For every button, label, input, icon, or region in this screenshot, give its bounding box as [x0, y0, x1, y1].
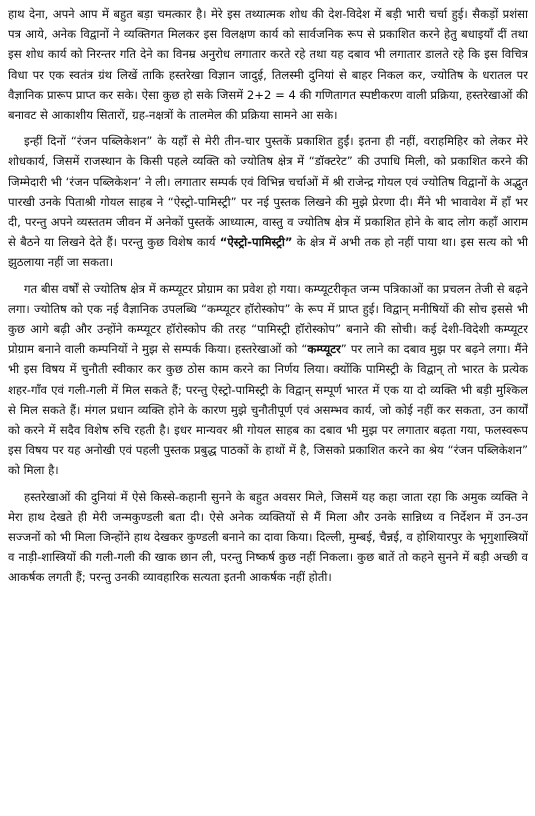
- paragraph-2-text-a: इन्हीं दिनों “रंजन पब्लिकेशन” के यहाँ से मेरी तीन-चार पुस्तकें प्रकाशित हुईं। इतना ही नहीं, वराहमिहिर को लेकर मेरे शोधकार्य, जिसमें राजस्थान के किसी पहले व्यक्ति को ज्योतिष क्षेत्र में “डॉक्टरेट” की उपाधि मिली, को प्रकाशित करने की जिम्मेदारी भी ‘रंजन पब्लिकेशन’ ने ली। लगातार सम्पर्क एवं विभिन्न चर्चाओं में श्री राजेन्द्र गोयल एवं ज्योतिष विद्वानों के अद्भुत पारखी उनके पिताश्री गोयल साहब ने “ऐस्ट्रो-पामिस्ट्री” पर नई पुस्तक लिखने की मुझे प्रेरणा दी। मैंने भी भावावेश में हाँ भर दी, परन्तु अपने व्यस्ततम जीवन में अनेकों पुस्तकें आध्यात्म, वास्तु व ज्योतिष क्षेत्र में प्रकाशित होने के बाद लोग कहाँ आराम से बैठने या लिखने देते हैं। परन्तु कुछ विशेष कार्य: [8, 134, 528, 250]
- paragraph-2: [8, 131, 528, 272]
- paragraph-4: [8, 487, 528, 588]
- book-page: [8, 4, 528, 812]
- astro-palmistry-term: “ऐस्ट्रो-पामिस्ट्री”: [219, 235, 293, 250]
- paragraph-3: [8, 279, 528, 481]
- paragraph-2-text-b: के क्षेत्र में अभी तक हो नहीं पाया था। इस सत्य को भी झुठलाया नहीं जा सकता।: [8, 235, 528, 270]
- paragraph-1-text: हाथ देना, अपने आप में बहुत बड़ा चमत्कार है। मेरे इस तथ्यात्मक शोध की देश-विदेश में बड़ी भारी चर्चा हुई। सैकड़ों प्रशंसा पत्र आये, अनेक विद्वानों ने व्यक्तिगत मिलकर इस विलक्षण कार्य को सार्वजनिक रूप से प्रकाशित करने हेतु बधाइयाँ दीं तथा इस शोध कार्य को निरन्तर गति देने का विनम्र अनुरोध लगातार करते रहे तथा यह दबाव भी लगातार डालते रहे कि इस विचित्र विधा पर एक स्वतंत्र ग्रंथ लिखें ताकि हस्तरेखा विज्ञान जादुई, तिलस्मी दुनियां से बाहर निकल कर, ज्योतिष के धरातल पर वैज्ञानिक प्रारूप प्राप्त कर सके। ऐसा कुछ हो सके जिसमें 2+2 = 4 की गणितागत स्पष्टीकरण वाली प्रक्रिया, हस्तरेखाओं की बनावट से आकाशीय सितारों, ग्रह-नक्षत्रों के तालमेल की प्रक्रिया सामने आ सके।: [8, 7, 528, 123]
- computer-term: कम्प्यूटर: [307, 342, 341, 357]
- paragraph-1: [8, 4, 528, 125]
- paragraph-3-text-b: ” पर लाने का दबाव मुझ पर बढ़ने लगा। मैंने भी इस विषय में चुनौती स्वीकार कर कुछ ठोस काम करने का निर्णय लिया। क्योंकि पामिस्ट्री के विद्वान् तो भारत के प्रत्येक शहर-गाँव एवं गली-गली में मिल सकते हैं; परन्तु ऐस्ट्रो-पामिस्ट्री के विद्वान् सम्पूर्ण भारत में एक या दो व्यक्ति भी बड़ी मुश्किल से मिल सकते हैं। मंगल प्रधान व्यक्ति होने के कारण मुझे चुनौतीपूर्ण एवं असम्भव कार्य, जो कोई नहीं कर सकता, उन कार्यों को करने में सदैव विशेष रुचि रहती है। इधर मान्यवर श्री गोयल साहब का दबाव भी मुझ पर लगातार बढ़ता गया, फलस्वरूप इस विषय पर यह अनोखी एवं पहली पुस्तक प्रबुद्ध पाठकों के हाथों में है, जिसको प्रकाशित करने का श्रेय “रंजन पब्लिकेशन” को मिला है।: [8, 342, 528, 478]
- paragraph-4-text: हस्तरेखाओं की दुनियां में ऐसे किस्से-कहानी सुनने के बहुत अवसर मिले, जिसमें यह कहा जाता रहा कि अमुक व्यक्ति ने मेरा हाथ देखते ही मेरी जन्मकुण्डली बता दी। ऐसे अनेक व्यक्तियों से मैं मिला और उनके सान्निध्य व निर्देशन में उन-उन सज्जनों को भी मिला जिन्होंने हाथ देखकर कुण्डली बनाने का दावा किया। दिल्ली, मुम्बई, चैन्नई, व होशियारपुर के भृगुशास्त्रियों व नाड़ी-शास्त्रियों की गली-गली की खाक छान ली, परन्तु निष्कर्ष कुछ नहीं निकला। कुछ बातें तो कहने सुनने में बड़ी अच्छी व आकर्षक लगती हैं; परन्तु उनकी व्यावहारिक सत्यता इतनी आकर्षक नहीं होती।: [8, 489, 528, 585]
- paragraph-3-text-a: गत बीस वर्षों से ज्योतिष क्षेत्र में कम्प्यूटर प्रोग्राम का प्रवेश हो गया। कम्प्यूटरीकृत जन्म पत्रिकाओं का प्रचलन तेजी से बढ़ने लगा। ज्योतिष को एक नई वैज्ञानिक उपलब्धि “कम्प्यूटर हॉरोस्कोप” के रूप में प्राप्त हुई। विद्वान् मनीषियों की सोच इससे भी कुछ आगे बढ़ी और उन्होंने कम्प्यूटर हॉरोस्कोप की तरह “पामिस्ट्री हॉरोस्कोप” बनाने की सोची। कई देशी-विदेशी कम्प्यूटर प्रोग्राम बनाने वाली कम्पनियों ने मुझ से सम्पर्क किया। हस्तरेखाओं को “: [8, 281, 528, 357]
